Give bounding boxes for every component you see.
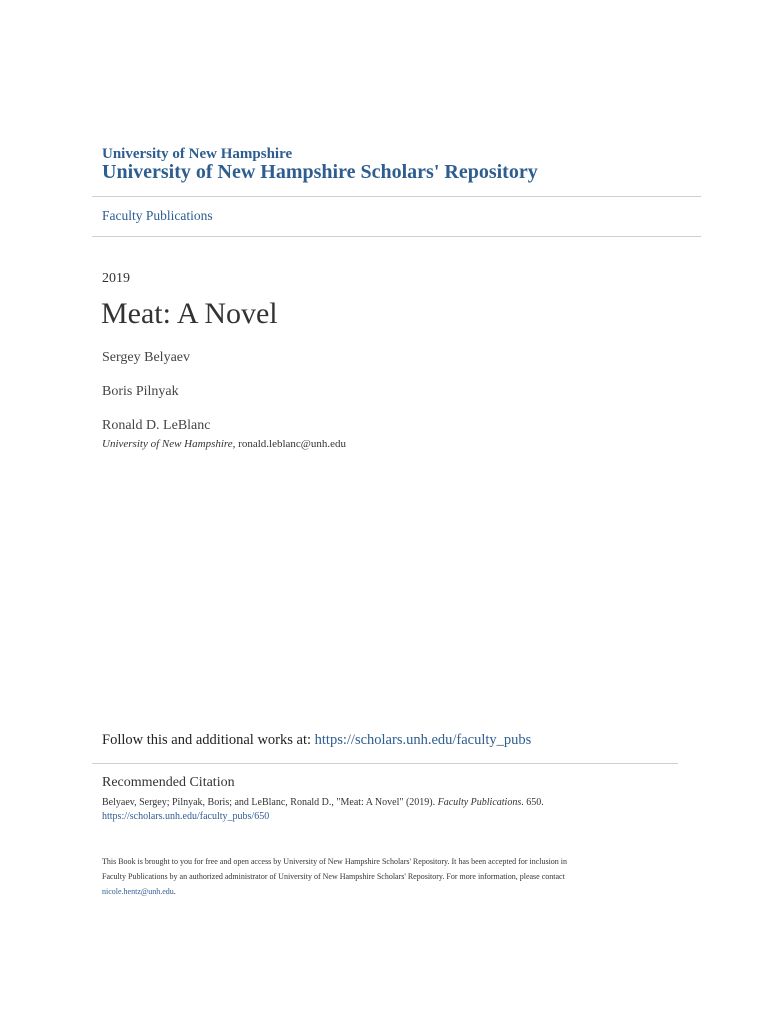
institution-name[interactable]: University of New Hampshire: [102, 146, 293, 162]
citation-text: [102, 796, 544, 809]
repository-name[interactable]: University of New Hampshire Scholars' Repository: [102, 161, 538, 183]
footer-contact: [102, 886, 176, 898]
contact-email-link[interactable]: nicole.hentz@unh.edu: [102, 887, 174, 896]
header-rule-bottom: [92, 236, 701, 237]
citation-link[interactable]: https://scholars.unh.edu/faculty_pubs/650: [102, 811, 270, 822]
affiliation-institution: University of New Hampshire: [102, 438, 233, 450]
author-email: , ronald.leblanc@unh.edu: [232, 438, 347, 450]
author-name: Sergey Belyaev: [102, 350, 190, 365]
follow-label: Follow this and additional works at:: [102, 732, 315, 748]
citation-authors: Belyaev, Sergey; Pilnyak, Boris; and LeBlanc, Ronald D., "Meat: A Novel" (2019).: [102, 797, 438, 808]
author-affiliation: [102, 437, 346, 451]
footer-period: .: [173, 887, 176, 896]
follow-line: [102, 731, 531, 749]
header-rule-top: [92, 196, 701, 197]
publication-year: 2019: [102, 271, 130, 286]
citation-heading: Recommended Citation: [102, 775, 235, 790]
footer-line-1: This Book is brought to you for free and open access by University of New Hampshire Scholars' Repository. It has been accepted for inclusion in: [102, 857, 568, 866]
author-name: Ronald D. LeBlanc: [102, 418, 211, 433]
citation-number: . 650.: [521, 797, 544, 808]
citation-rule: [92, 763, 678, 764]
footer-line-2: Faculty Publications by an authorized administrator of University of New Hampshire Scholars' Repository. For more information, please contact: [102, 872, 565, 881]
author-name: Boris Pilnyak: [102, 384, 179, 399]
follow-link[interactable]: https://scholars.unh.edu/faculty_pubs: [314, 732, 532, 748]
document-title: Meat: A Novel: [101, 297, 278, 330]
collection-link[interactable]: Faculty Publications: [102, 208, 213, 223]
citation-journal: Faculty Publications: [437, 797, 522, 808]
